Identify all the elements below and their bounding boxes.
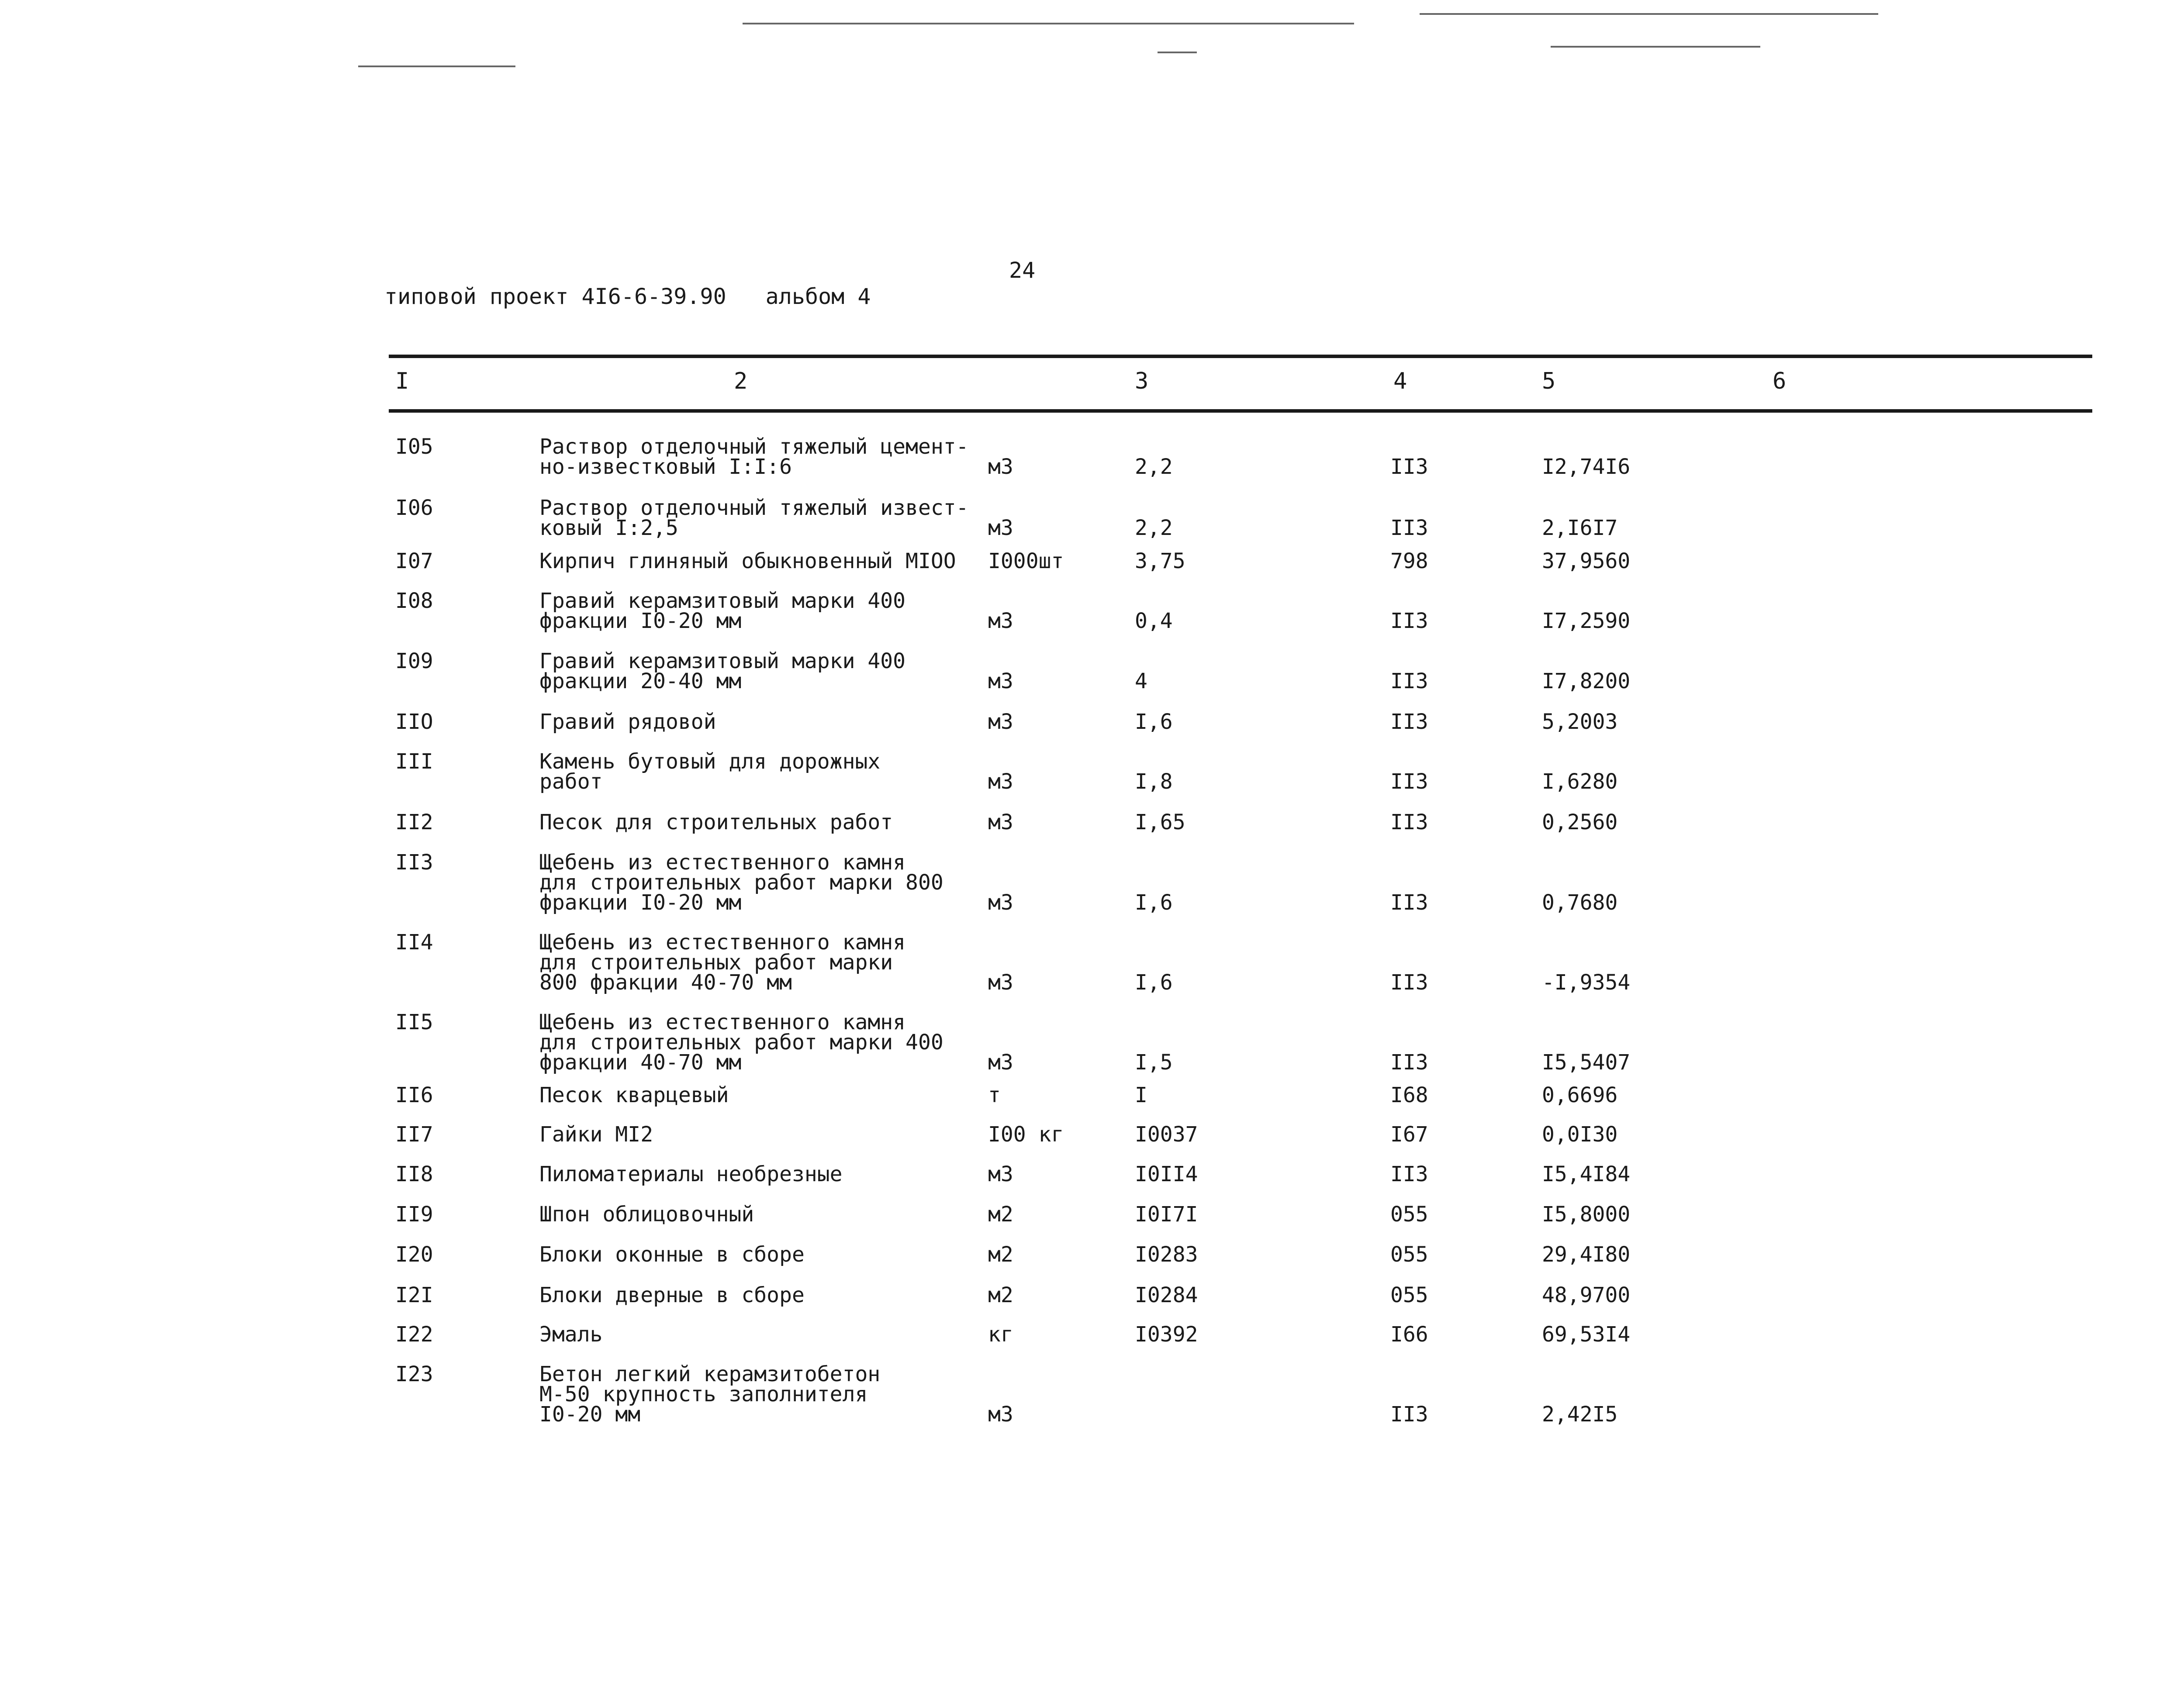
- material-name: [539, 932, 976, 993]
- material-name: [539, 1085, 976, 1105]
- unit: м3: [988, 769, 1013, 794]
- material-name: [539, 852, 976, 913]
- material-name-line: ковый I:2,5: [539, 516, 678, 540]
- material-name-line: Раствор отделочный тяжелый извест-: [539, 496, 969, 520]
- code: II3: [1390, 970, 1428, 995]
- price: 37,9560: [1542, 549, 1631, 573]
- quantity: I,6: [1135, 890, 1173, 915]
- unit: м3: [988, 1050, 1013, 1075]
- quantity: 0,4: [1135, 609, 1173, 633]
- price: 2,42I5: [1542, 1402, 1618, 1427]
- material-name-line: для строительных работ марки: [539, 950, 893, 975]
- material-name: [539, 498, 976, 538]
- material-name-line: Кирпич глиняный обыкновенный MIOO: [539, 549, 956, 573]
- code: II3: [1390, 516, 1428, 540]
- price: 69,53I4: [1542, 1322, 1631, 1347]
- material-name-line: Гравий рядовой: [539, 710, 716, 734]
- price: I7,2590: [1542, 609, 1631, 633]
- project-title: типовой проект 4I6-6-39.90: [384, 284, 726, 309]
- material-name-line: Пиломатериалы необрезные: [539, 1162, 843, 1186]
- scan-noise: [743, 23, 1354, 24]
- row-number: II4: [395, 930, 433, 955]
- unit: м3: [988, 1402, 1013, 1427]
- price: I7,8200: [1542, 669, 1631, 693]
- price: 0,2560: [1542, 810, 1618, 834]
- column-header-3: 3: [1135, 368, 1149, 394]
- quantity: 4: [1135, 669, 1147, 693]
- material-name-line: фракции 20-40 мм: [539, 669, 742, 693]
- code: II3: [1390, 769, 1428, 794]
- quantity: I0283: [1135, 1242, 1198, 1267]
- material-name-line: для строительных работ марки 800: [539, 870, 943, 895]
- unit: м3: [988, 669, 1013, 693]
- code: I67: [1390, 1122, 1428, 1147]
- code: II3: [1390, 455, 1428, 479]
- material-name-line: Гайки MI2: [539, 1122, 653, 1147]
- material-name-line: фракции 40-70 мм: [539, 1050, 742, 1075]
- material-name: [539, 1324, 976, 1345]
- material-name-line: Песок для строительных работ: [539, 810, 893, 834]
- quantity: 2,2: [1135, 516, 1173, 540]
- price: I2,74I6: [1542, 455, 1631, 479]
- price: 5,2003: [1542, 710, 1618, 734]
- quantity: I0284: [1135, 1283, 1198, 1307]
- row-number: I23: [395, 1362, 433, 1386]
- row-number: I05: [395, 434, 433, 459]
- code: 055: [1390, 1283, 1428, 1307]
- unit: м2: [988, 1202, 1013, 1227]
- material-name-line: I0-20 мм: [539, 1402, 641, 1427]
- table-header-rule: [389, 409, 2092, 413]
- row-number: I06: [395, 496, 433, 520]
- material-name-line: Блоки дверные в сборе: [539, 1283, 805, 1307]
- code: II3: [1390, 1402, 1428, 1427]
- price: 48,9700: [1542, 1283, 1631, 1307]
- material-name-line: Песок кварцевый: [539, 1083, 729, 1107]
- quantity: 2,2: [1135, 455, 1173, 479]
- material-name: [539, 1202, 976, 1227]
- material-name: [539, 1362, 976, 1427]
- price: 0,0I30: [1542, 1122, 1618, 1147]
- unit: м3: [988, 516, 1013, 540]
- code: II3: [1390, 669, 1428, 693]
- material-name: [539, 749, 976, 794]
- code: II3: [1390, 710, 1428, 734]
- price: 0,6696: [1542, 1083, 1618, 1107]
- quantity: 3,75: [1135, 549, 1185, 573]
- code: I66: [1390, 1322, 1428, 1347]
- unit: м3: [988, 810, 1013, 834]
- price: 29,4I80: [1542, 1242, 1631, 1267]
- material-name-line: Гравий керамзитовый марки 400: [539, 589, 906, 613]
- row-number: I20: [395, 1242, 433, 1267]
- unit: I00 кг: [988, 1122, 1064, 1147]
- quantity: I,5: [1135, 1050, 1173, 1075]
- unit: I000шт: [988, 549, 1064, 573]
- row-number: I2I: [395, 1283, 433, 1307]
- unit: м2: [988, 1283, 1013, 1307]
- row-number: III: [395, 749, 433, 774]
- material-name: [539, 551, 976, 571]
- quantity: I: [1135, 1083, 1147, 1107]
- material-name-line: Раствор отделочный тяжелый цемент-: [539, 434, 969, 459]
- column-header-2: 2: [734, 368, 748, 394]
- material-name: [539, 1124, 976, 1145]
- material-name-line: Гравий керамзитовый марки 400: [539, 649, 906, 673]
- price: I5,5407: [1542, 1050, 1631, 1075]
- price: 0,7680: [1542, 890, 1618, 915]
- row-number: I09: [395, 649, 433, 673]
- material-name-line: работ: [539, 769, 603, 794]
- material-name-line: фракции I0-20 мм: [539, 609, 742, 633]
- scan-noise: [1158, 52, 1197, 53]
- unit: кг: [988, 1322, 1013, 1347]
- material-name: [539, 1164, 976, 1184]
- material-name: [539, 712, 976, 732]
- page-number: 24: [1009, 258, 1036, 283]
- row-number: II5: [395, 1010, 433, 1034]
- unit: м3: [988, 970, 1013, 995]
- row-number: IIO: [395, 710, 433, 734]
- unit: м3: [988, 609, 1013, 633]
- column-header-1: I: [395, 368, 409, 394]
- document-header: [384, 284, 910, 309]
- column-header-5: 5: [1542, 368, 1556, 394]
- material-name-line: Щебень из естественного камня: [539, 850, 906, 875]
- unit: м3: [988, 890, 1013, 915]
- material-name-line: фракции I0-20 мм: [539, 890, 742, 915]
- price: 2,I6I7: [1542, 516, 1618, 540]
- table-top-rule: [389, 355, 2092, 358]
- code: II3: [1390, 890, 1428, 915]
- row-number: II6: [395, 1083, 433, 1107]
- material-name-line: Щебень из естественного камня: [539, 1010, 906, 1034]
- album-label: альбом 4: [765, 284, 871, 309]
- code: II3: [1390, 609, 1428, 633]
- row-number: II9: [395, 1202, 433, 1227]
- quantity: I0392: [1135, 1322, 1198, 1347]
- code: II3: [1390, 1050, 1428, 1075]
- quantity: I0037: [1135, 1122, 1198, 1147]
- code: II3: [1390, 1162, 1428, 1186]
- material-name: [539, 1285, 976, 1305]
- code: I68: [1390, 1083, 1428, 1107]
- column-header-6: 6: [1773, 368, 1787, 394]
- unit: м2: [988, 1242, 1013, 1267]
- price: -I,9354: [1542, 970, 1631, 995]
- material-name-line: но-известковый I:I:6: [539, 455, 792, 479]
- row-number: II8: [395, 1162, 433, 1186]
- quantity: I,8: [1135, 769, 1173, 794]
- quantity: I,65: [1135, 810, 1185, 834]
- quantity: I0II4: [1135, 1162, 1198, 1186]
- material-name-line: М-50 крупность заполнителя: [539, 1382, 868, 1407]
- material-name: [539, 651, 976, 691]
- quantity: I,6: [1135, 970, 1173, 995]
- row-number: II3: [395, 850, 433, 875]
- material-name: [539, 1010, 976, 1075]
- material-name-line: для строительных работ марки 400: [539, 1030, 943, 1055]
- row-number: I22: [395, 1322, 433, 1347]
- material-name-line: Бетон легкий керамзитобетон: [539, 1362, 881, 1386]
- row-number: I08: [395, 589, 433, 613]
- scan-noise: [1420, 13, 1878, 15]
- unit: м3: [988, 710, 1013, 734]
- unit: м3: [988, 455, 1013, 479]
- code: 055: [1390, 1202, 1428, 1227]
- code: 055: [1390, 1242, 1428, 1267]
- column-header-4: 4: [1393, 368, 1407, 394]
- row-number: II2: [395, 810, 433, 834]
- code: 798: [1390, 549, 1428, 573]
- scan-noise: [358, 66, 515, 67]
- material-name-line: Камень бутовый для дорожных: [539, 749, 881, 774]
- material-name: [539, 812, 976, 832]
- material-name-line: Блоки оконные в сборе: [539, 1242, 805, 1267]
- unit: т: [988, 1083, 1001, 1107]
- quantity: I0I7I: [1135, 1202, 1198, 1227]
- material-name-line: 800 фракции 40-70 мм: [539, 970, 792, 995]
- material-name: [539, 591, 976, 631]
- material-name: [539, 434, 976, 479]
- price: I5,8000: [1542, 1202, 1631, 1227]
- row-number: II7: [395, 1122, 433, 1147]
- price: I,6280: [1542, 769, 1618, 794]
- material-name: [539, 1242, 976, 1267]
- code: II3: [1390, 810, 1428, 834]
- material-name-line: Щебень из естественного камня: [539, 930, 906, 955]
- scan-noise: [1551, 46, 1760, 48]
- quantity: I,6: [1135, 710, 1173, 734]
- material-name-line: Шпон облицовочный: [539, 1202, 754, 1227]
- row-number: I07: [395, 549, 433, 573]
- unit: м3: [988, 1162, 1013, 1186]
- price: I5,4I84: [1542, 1162, 1631, 1186]
- material-name-line: Эмаль: [539, 1322, 603, 1347]
